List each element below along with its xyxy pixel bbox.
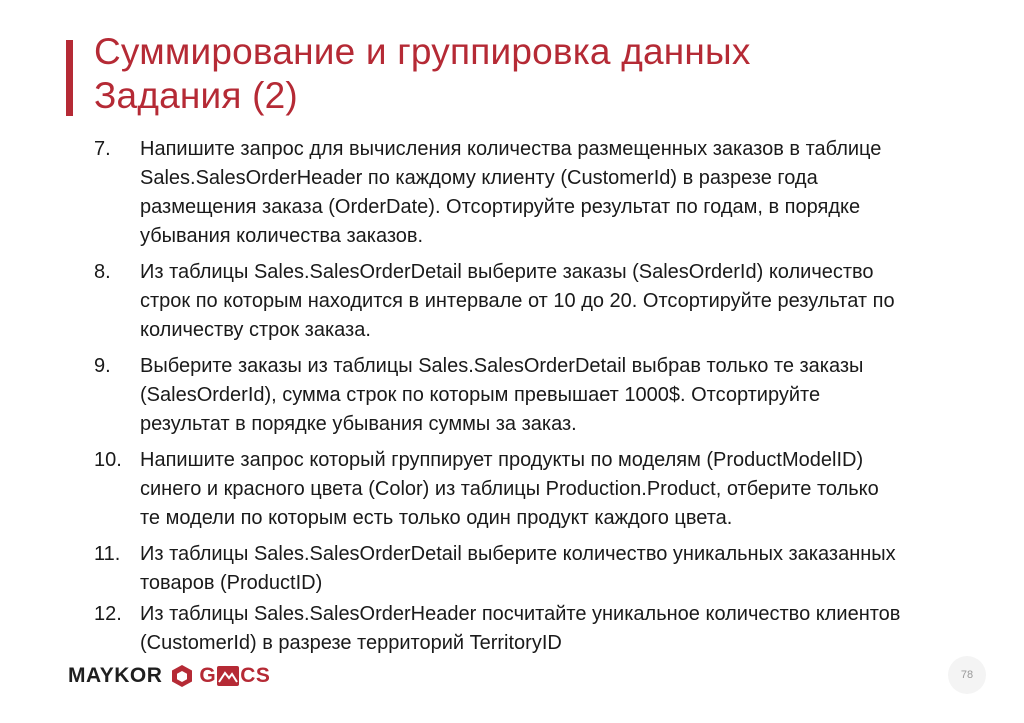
title-line-1: Суммирование и группировка данных bbox=[94, 31, 751, 72]
task-line: Из таблицы Sales.SalesOrderDetail выберите количество уникальных заказанных bbox=[140, 543, 896, 565]
page-number: 78 bbox=[960, 669, 974, 681]
task-line: товаров (ProductID) bbox=[140, 572, 323, 594]
task-item-9 bbox=[94, 352, 994, 439]
task-line: количеству строк заказа. bbox=[140, 319, 371, 341]
task-text bbox=[140, 258, 994, 345]
task-text bbox=[140, 135, 994, 251]
task-number: 7. bbox=[94, 138, 111, 160]
task-item-7 bbox=[94, 135, 994, 251]
task-text bbox=[140, 352, 994, 439]
task-number: 9. bbox=[94, 355, 111, 377]
page-number-badge bbox=[948, 656, 986, 694]
task-line: Из таблицы Sales.SalesOrderHeader посчитайте уникальное количество клиентов bbox=[140, 603, 901, 625]
task-line: (CustomerId) в разрезе территорий TerritoryID bbox=[140, 632, 562, 654]
task-line: Выберите заказы из таблицы Sales.SalesOrderDetail выбрав только те заказы bbox=[140, 355, 864, 377]
task-line: Напишите запрос для вычисления количества размещенных заказов в таблице bbox=[140, 138, 882, 160]
task-line: размещения заказа (OrderDate). Отсортируйте результат по годам, в порядке bbox=[140, 196, 861, 218]
hexagon-icon bbox=[170, 664, 194, 688]
task-line: Напишите запрос который группирует продукты по моделям (ProductModelID) bbox=[140, 449, 864, 471]
task-number: 8. bbox=[94, 261, 111, 283]
task-line: (SalesOrderId), сумма строк по которым превышает 1000$. Отсортируйте bbox=[140, 384, 821, 406]
logo-text-gcs bbox=[199, 664, 270, 688]
task-line: те модели по которым есть только один продукт каждого цвета. bbox=[140, 507, 733, 529]
task-line: синего и красного цвета (Color) из таблицы Production.Product, отберите только bbox=[140, 478, 879, 500]
task-item-10 bbox=[94, 446, 994, 533]
task-item-8 bbox=[94, 258, 994, 345]
task-number: 10. bbox=[94, 449, 122, 471]
logo-letter-g: G bbox=[199, 664, 217, 687]
task-line: убывания количества заказов. bbox=[140, 225, 424, 247]
task-number: 11. bbox=[94, 543, 121, 565]
task-line: результат в порядке убывания суммы за заказ. bbox=[140, 413, 577, 435]
title-line-2: Задания (2) bbox=[94, 75, 298, 116]
slide-title bbox=[94, 30, 994, 118]
task-item-11 bbox=[94, 540, 994, 598]
mountain-icon bbox=[217, 666, 239, 686]
task-item-12 bbox=[94, 600, 994, 658]
logo-letters-cs: CS bbox=[240, 664, 271, 687]
maykor-gcs-logo bbox=[68, 661, 270, 691]
logo-text-maykor: MAYKOR bbox=[68, 664, 163, 687]
task-text bbox=[140, 600, 994, 658]
task-text bbox=[140, 446, 994, 533]
task-line: Sales.SalesOrderHeader по каждому клиенту (CustomerId) в разрезе года bbox=[140, 167, 818, 189]
task-line: строк по которым находится в интервале от 10 до 20. Отсортируйте результат по bbox=[140, 290, 895, 312]
task-line: Из таблицы Sales.SalesOrderDetail выберите заказы (SalesOrderId) количество bbox=[140, 261, 874, 283]
task-number: 12. bbox=[94, 603, 122, 625]
task-list bbox=[94, 135, 994, 665]
title-accent-bar bbox=[66, 40, 73, 116]
task-text bbox=[140, 540, 994, 598]
